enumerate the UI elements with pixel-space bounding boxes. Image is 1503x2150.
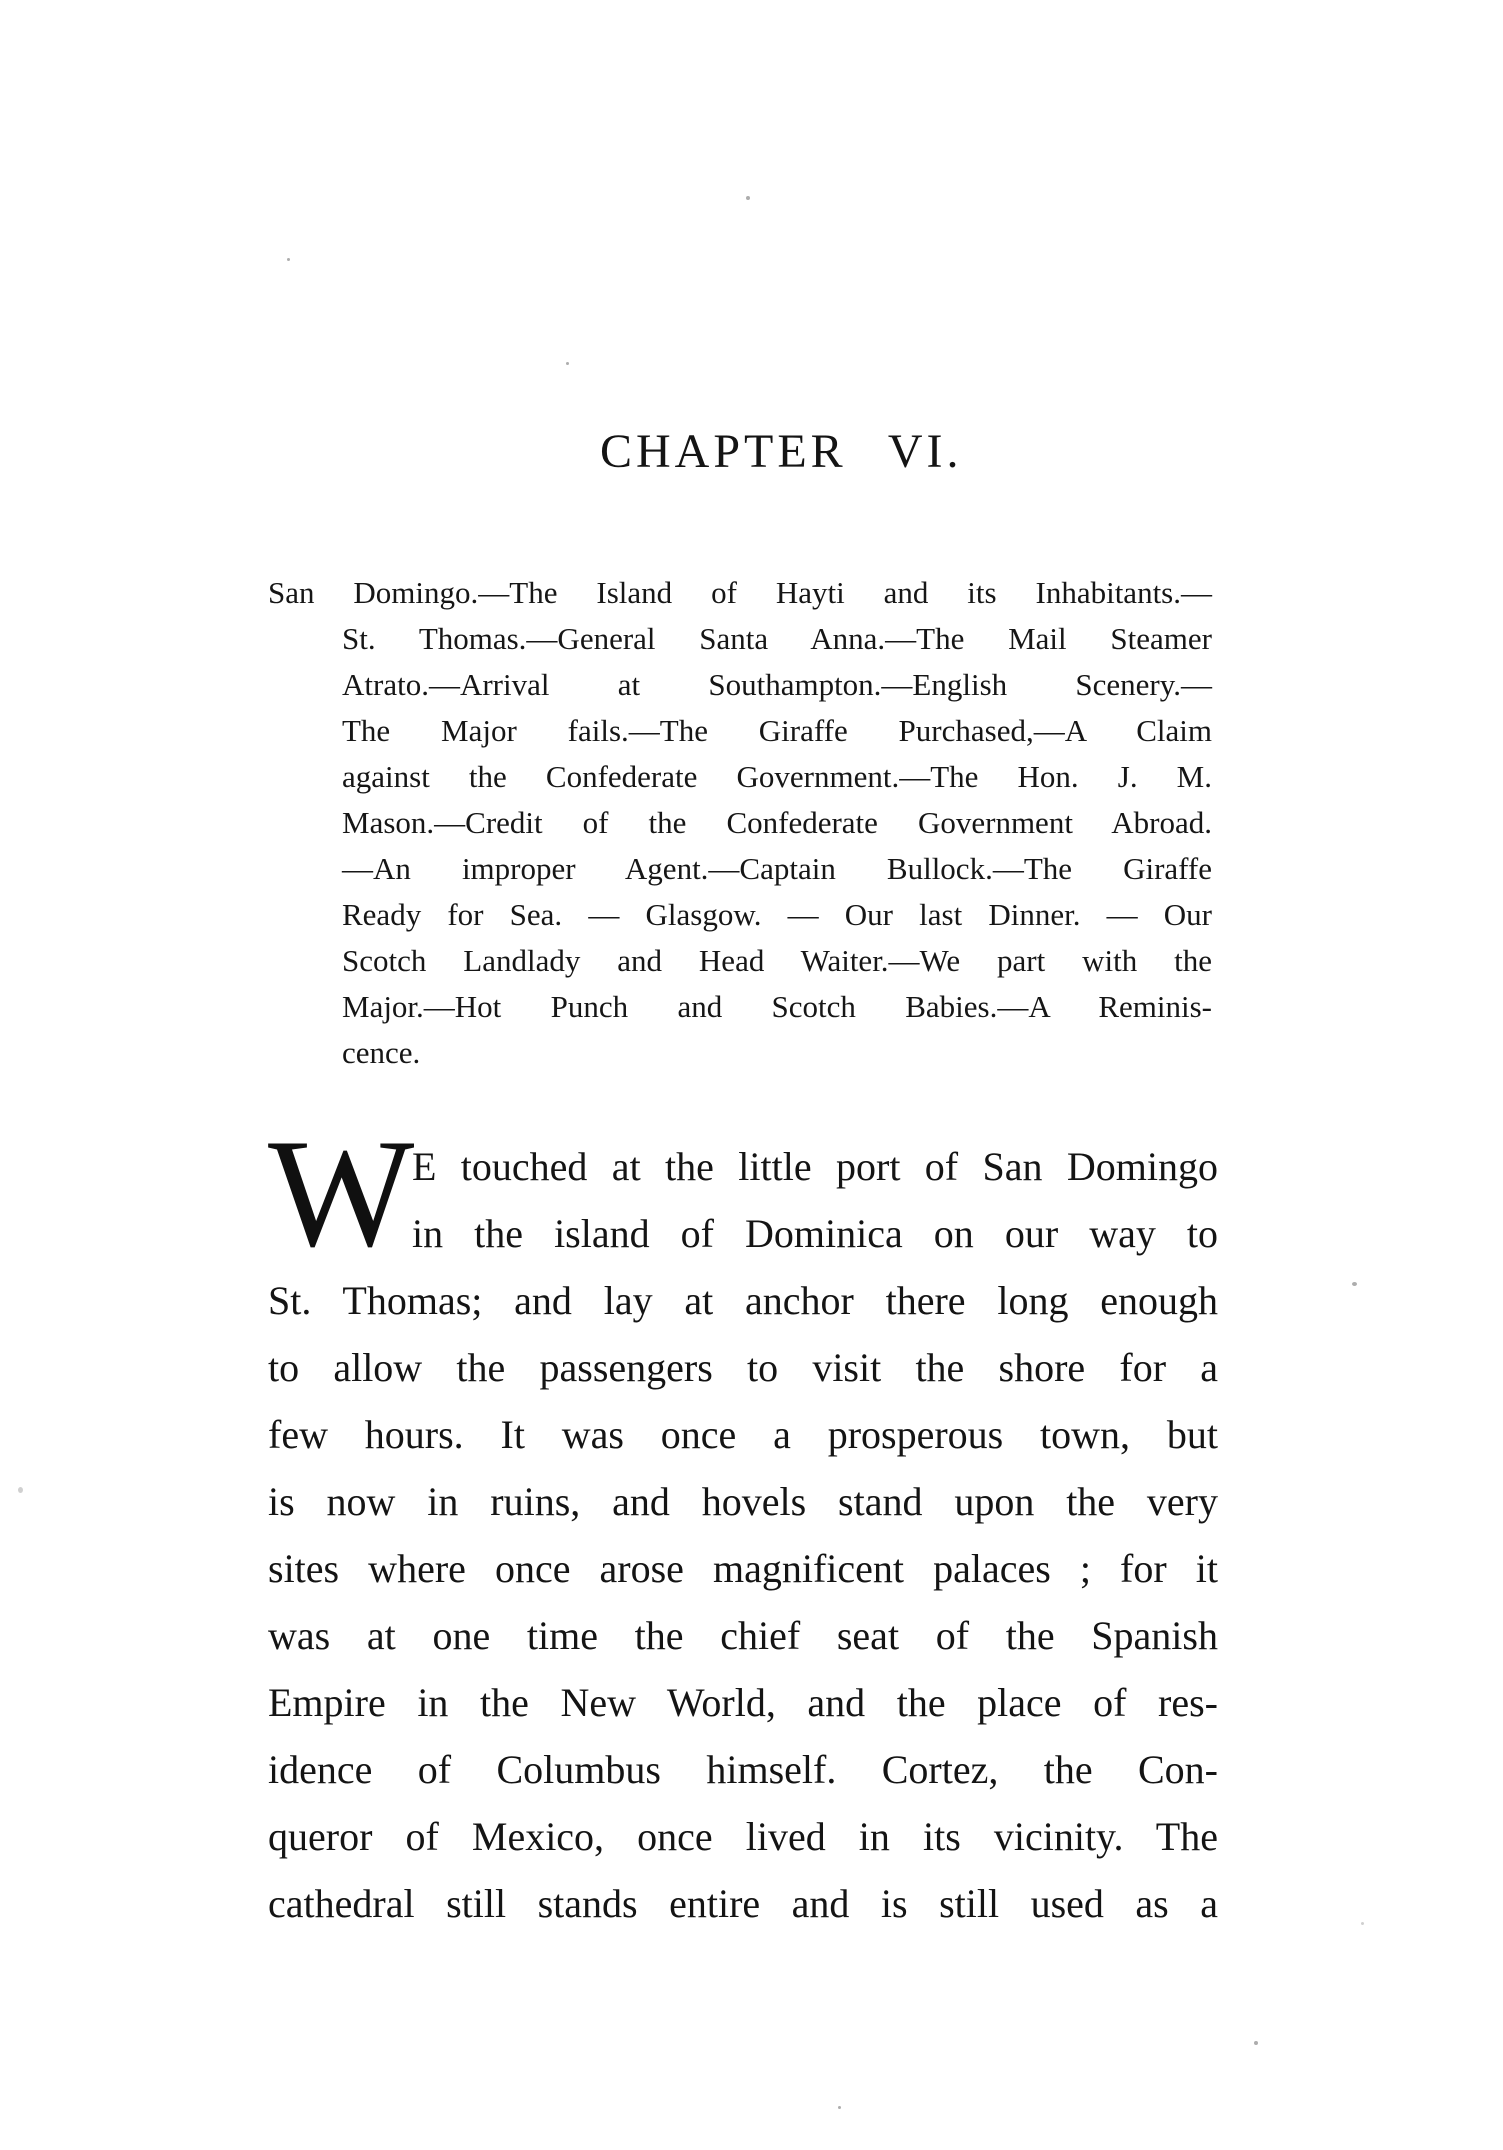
- summary-line: —An improper Agent.—Captain Bullock.—The Giraffe: [342, 851, 1212, 886]
- body-line: Empire in the New World, and the place of res-: [268, 1680, 1218, 1725]
- body-line: St. Thomas; and lay at anchor there long enough: [268, 1278, 1218, 1323]
- scan-speck: [287, 258, 290, 261]
- scan-speck: [746, 196, 750, 200]
- summary-line: Scotch Landlady and Head Waiter.—We part with the: [342, 943, 1212, 978]
- drop-cap-letter: W: [268, 1107, 415, 1279]
- body-line: sites where once arose magnificent palaces ; for it: [268, 1546, 1218, 1591]
- body-line: was at one time the chief seat of the Spanish: [268, 1613, 1218, 1658]
- body-paragraph: [268, 1107, 1218, 1937]
- summary-line: San Domingo.—The Island of Hayti and its Inhabitants.—: [268, 575, 1212, 610]
- body-line: to allow the passengers to visit the shore for a: [268, 1345, 1218, 1390]
- scan-speck: [566, 362, 569, 365]
- body-line: in the island of Dominica on our way to: [412, 1211, 1218, 1256]
- summary-line: against the Confederate Government.—The Hon. J. M.: [342, 759, 1212, 794]
- body-line: is now in ruins, and hovels stand upon the very: [268, 1479, 1218, 1524]
- body-line: cathedral still stands entire and is still used as a: [268, 1881, 1218, 1926]
- summary-line: St. Thomas.—General Santa Anna.—The Mail Steamer: [342, 621, 1212, 656]
- summary-line: Mason.—Credit of the Confederate Government Abroad.: [342, 805, 1212, 840]
- body-line: E touched at the little port of San Domingo: [412, 1144, 1218, 1189]
- chapter-summary: [268, 570, 1212, 1076]
- scan-speck: [1361, 1922, 1364, 1925]
- scan-speck: [838, 2106, 841, 2109]
- body-line: few hours. It was once a prosperous town, but: [268, 1412, 1218, 1457]
- scan-speck: [1352, 1282, 1357, 1286]
- summary-line: The Major fails.—The Giraffe Purchased,—A Claim: [342, 713, 1212, 748]
- scan-speck: [18, 1487, 23, 1493]
- summary-line: Major.—Hot Punch and Scotch Babies.—A Reminis-: [342, 989, 1212, 1024]
- body-line: idence of Columbus himself. Cortez, the Con-: [268, 1747, 1218, 1792]
- summary-line: Ready for Sea. — Glasgow. — Our last Dinner. — Our: [342, 897, 1212, 932]
- summary-line: cence.: [342, 1035, 421, 1070]
- summary-line: Atrato.—Arrival at Southampton.—English Scenery.—: [342, 667, 1212, 702]
- scan-speck: [1254, 2041, 1258, 2045]
- body-line: queror of Mexico, once lived in its vicinity. The: [268, 1814, 1218, 1859]
- chapter-heading: CHAPTER VI.: [600, 425, 963, 478]
